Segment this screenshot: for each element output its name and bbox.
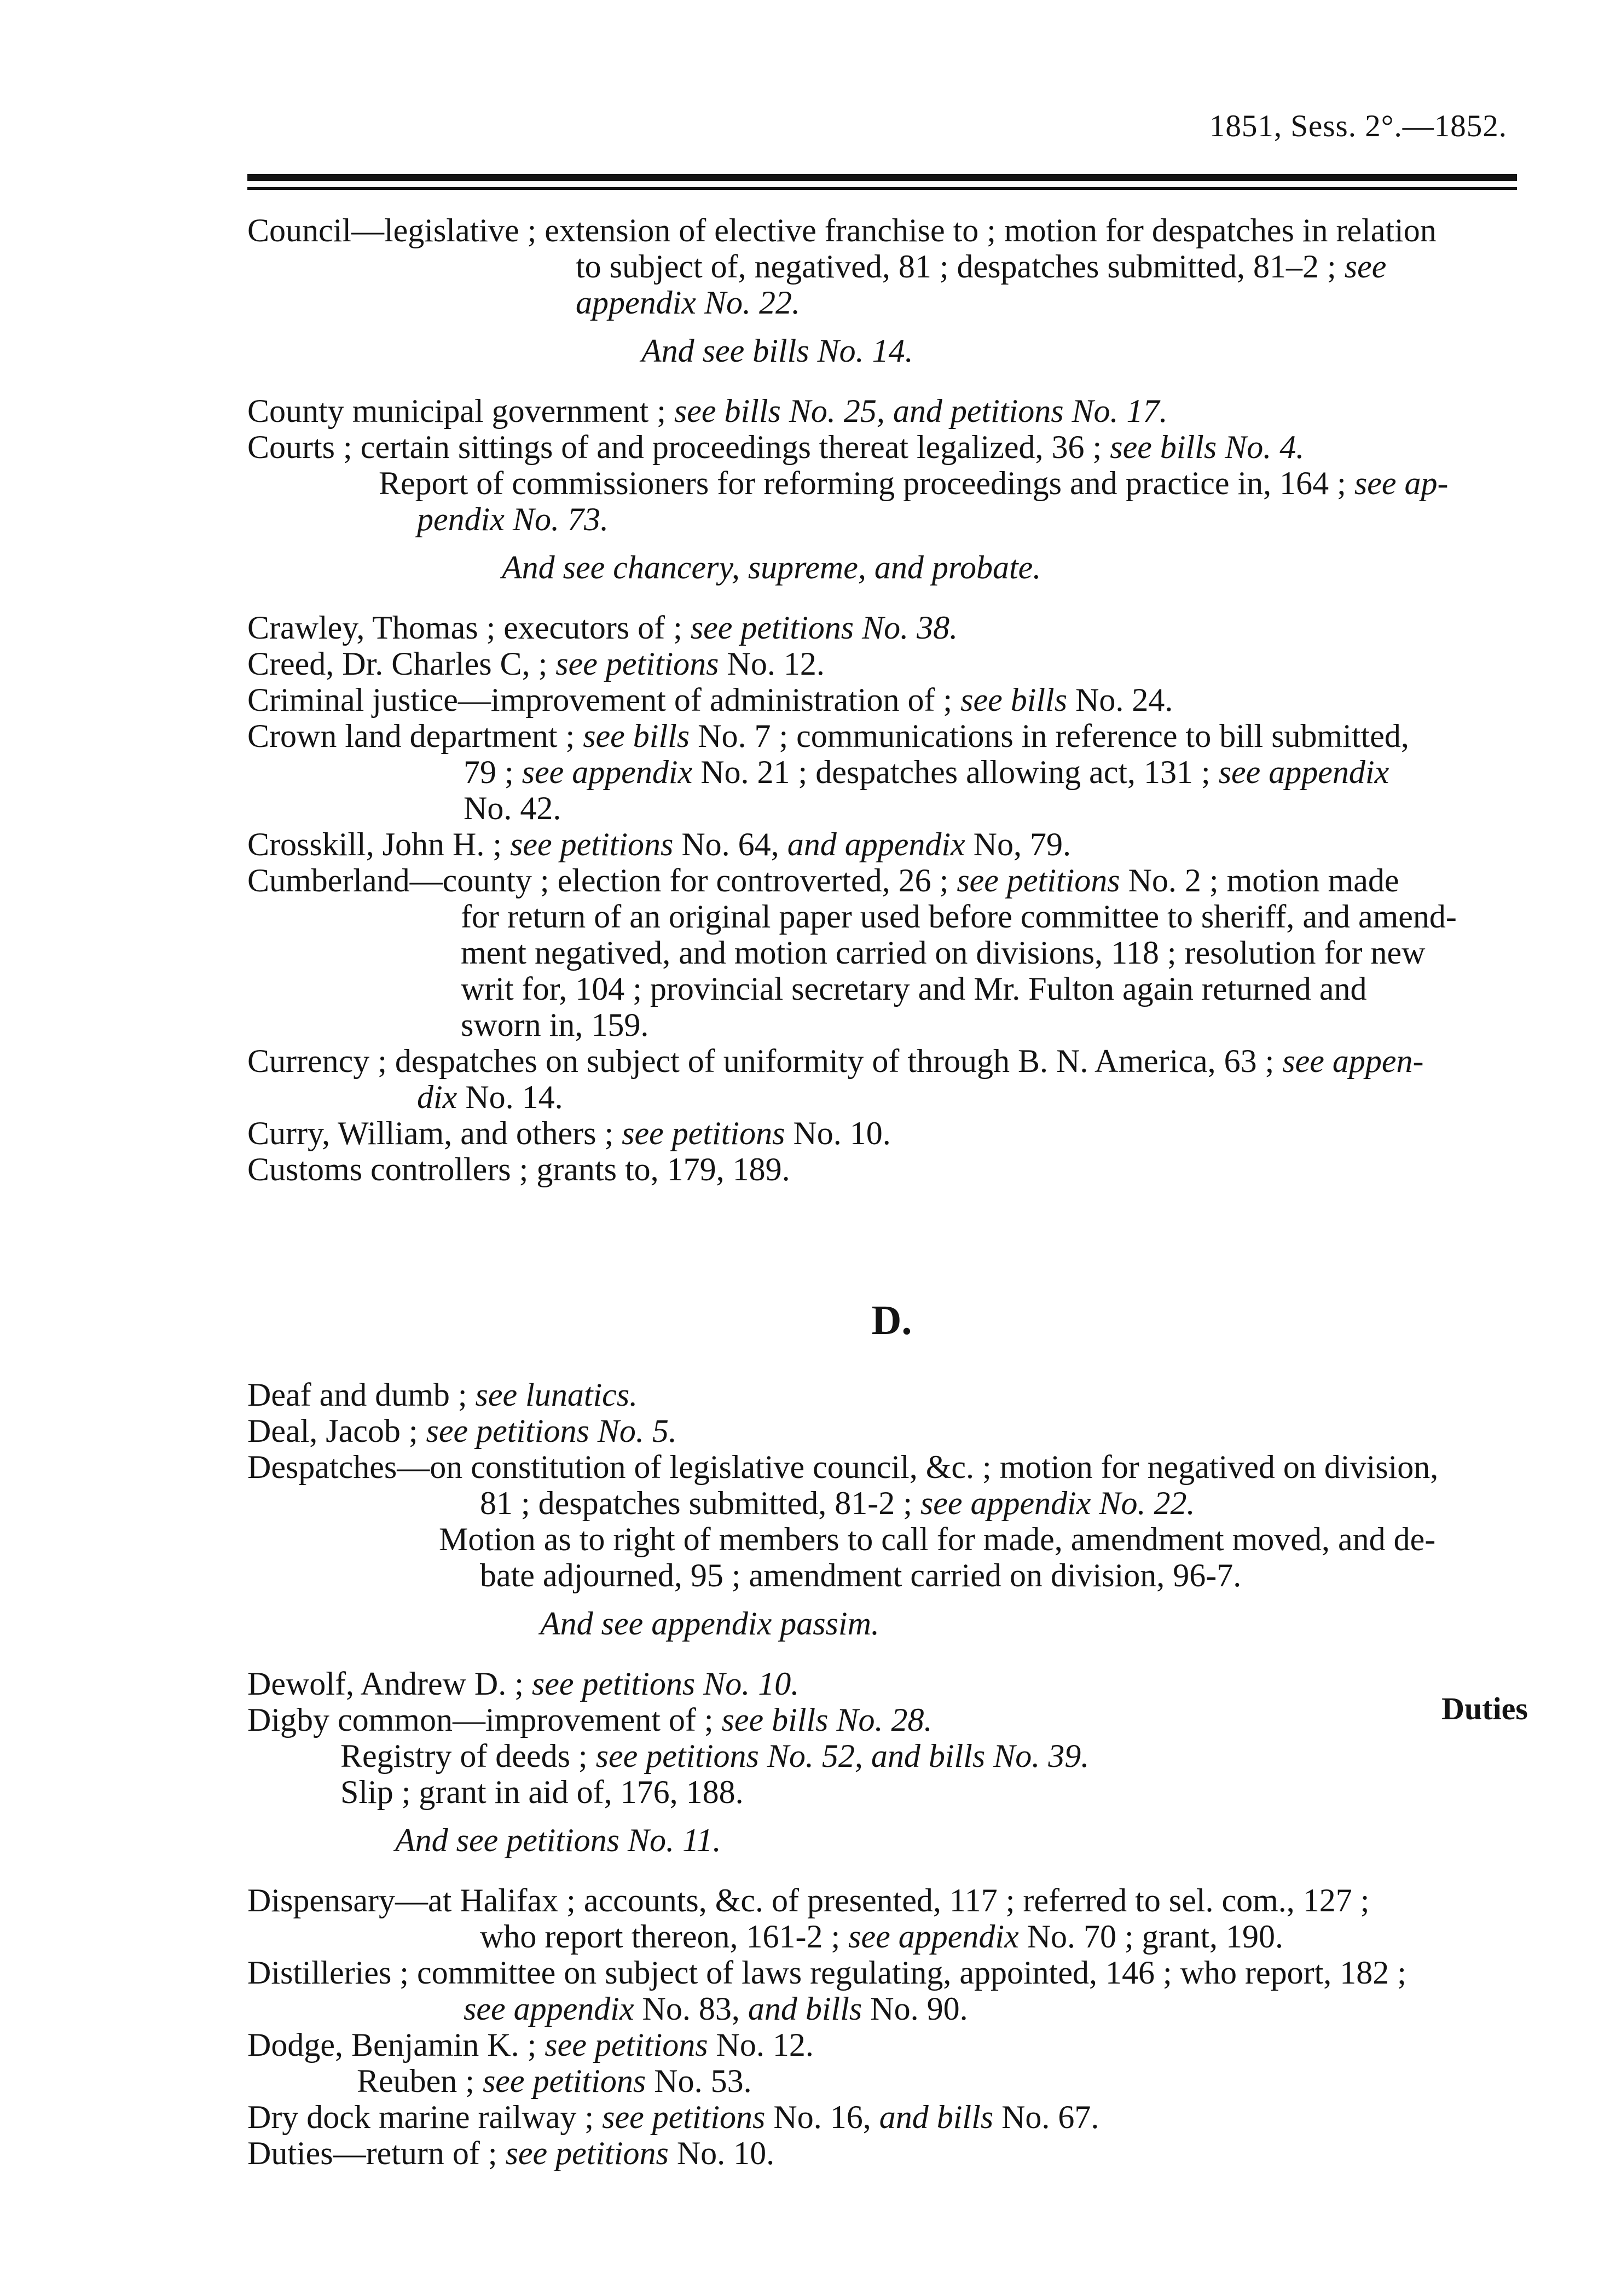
see-also-reference: And see petitions No. 11. bbox=[395, 1822, 721, 1858]
sub-entry-text: Motion as to right of members to call for made, amendment moved, and de- bbox=[439, 1521, 1436, 1557]
sub-entry-heading: Slip ; bbox=[340, 1774, 411, 1810]
see-reference: see petitions bbox=[545, 2027, 708, 2063]
see-reference: see bills No. 4. bbox=[1110, 429, 1305, 465]
index-entry-crawley bbox=[247, 610, 1536, 646]
catchword: Duties bbox=[1441, 1691, 1528, 1726]
index-entry-dodge bbox=[247, 2027, 1536, 2099]
see-reference: pendix No. 73. bbox=[417, 501, 609, 537]
entry-text: No. 2 ; motion made bbox=[1128, 862, 1399, 898]
see-reference: see bills No. 28. bbox=[721, 1702, 933, 1738]
entry-heading: Dry dock marine railway ; bbox=[247, 2099, 594, 2135]
see-reference: see bills No. 25, and petitions No. 17. bbox=[674, 393, 1168, 429]
entry-heading: Dewolf, Andrew D. ; bbox=[247, 1666, 524, 1702]
entry-text: No. 90. bbox=[870, 1991, 968, 2027]
see-reference: see petitions bbox=[957, 862, 1120, 898]
entry-text: committee on subject of laws regulating, appointed, 146 ; who report, 182 ; bbox=[416, 1955, 1406, 1991]
sub-entry-text: Report of commissioners for reforming proceedings and practice in, 164 ; bbox=[379, 465, 1346, 501]
see-reference: see lunatics. bbox=[475, 1377, 638, 1413]
spacer bbox=[247, 1593, 1536, 1605]
index-entry-dry-dock bbox=[247, 2099, 1536, 2135]
entry-text: accounts, &c. of presented, 117 ; referred to sel. com., 127 ; bbox=[583, 1882, 1370, 1918]
spacer bbox=[247, 321, 1536, 333]
index-entry-courts bbox=[247, 429, 1536, 537]
see-reference: and bills bbox=[748, 1991, 862, 2027]
index-entry-customs bbox=[247, 1151, 1536, 1187]
see-reference: see ap- bbox=[1354, 465, 1449, 501]
sub-entry-text: grant in aid of, 176, 188. bbox=[419, 1774, 744, 1810]
index-body bbox=[247, 212, 1536, 2171]
index-entry-digby bbox=[247, 1702, 1536, 1810]
see-reference: see appen- bbox=[1282, 1043, 1424, 1079]
see-reference: see appendix No. 22. bbox=[920, 1485, 1195, 1521]
entry-heading: Courts ; bbox=[247, 429, 352, 465]
entry-text: No. 12. bbox=[716, 2027, 814, 2063]
sub-entry-heading: Registry of deeds ; bbox=[340, 1738, 588, 1774]
entry-heading: Customs controllers ; bbox=[247, 1151, 529, 1187]
entry-heading: Distilleries ; bbox=[247, 1955, 409, 1991]
entry-heading: County municipal government ; bbox=[247, 393, 666, 429]
see-reference: see appendix bbox=[522, 754, 693, 790]
index-entry-curry bbox=[247, 1115, 1536, 1151]
see-reference: and appendix bbox=[787, 826, 965, 862]
entry-text: 79 ; bbox=[464, 754, 514, 790]
entry-heading: Criminal justice—improvement of administration of ; bbox=[247, 682, 953, 718]
index-entry-deaf-and-dumb bbox=[247, 1377, 1536, 1413]
entry-heading: Creed, Dr. Charles C, ; bbox=[247, 646, 548, 682]
entry-text: No. 67. bbox=[1001, 2099, 1099, 2135]
see-also-reference: And see chancery, supreme, and probate. bbox=[502, 549, 1041, 585]
index-entry-crown-land bbox=[247, 718, 1536, 826]
entry-text: No. 42. bbox=[464, 790, 561, 826]
entry-text: election for controverted, 26 ; bbox=[557, 862, 949, 898]
see-reference: see petitions bbox=[622, 1115, 785, 1151]
spacer bbox=[247, 537, 1536, 549]
entry-heading: Council—legislative ; bbox=[247, 212, 537, 248]
entry-text: No. 83, bbox=[642, 1991, 740, 2027]
entry-heading: Deaf and dumb ; bbox=[247, 1377, 467, 1413]
see-reference: see appendix bbox=[848, 1918, 1019, 1955]
see-reference: see petitions bbox=[505, 2135, 669, 2171]
section-letter-heading: D. bbox=[871, 1297, 912, 1343]
index-entry-deal bbox=[247, 1413, 1536, 1449]
entry-text: writ for, 104 ; provincial secretary and Mr. Fulton again returned and bbox=[461, 971, 1367, 1007]
entry-heading: Crawley, Thomas ; bbox=[247, 610, 496, 646]
see-reference: see petitions No. 38. bbox=[690, 610, 958, 646]
entry-text: No. 24. bbox=[1075, 682, 1173, 718]
index-entry-cumberland bbox=[247, 862, 1536, 1043]
sub-entry-text: bate adjourned, 95 ; amendment carried on division, 96-7. bbox=[480, 1557, 1242, 1593]
index-entry-criminal-justice bbox=[247, 682, 1536, 718]
entry-text: to subject of, negatived, 81 ; despatches submitted, 81–2 ; bbox=[576, 248, 1336, 285]
header-rule-thick bbox=[247, 174, 1517, 181]
index-entry-creed bbox=[247, 646, 1536, 682]
see-reference: see petitions No. 52, and bills No. 39. bbox=[595, 1738, 1090, 1774]
header-rule-thin bbox=[247, 187, 1517, 190]
see-reference: see bbox=[1344, 248, 1387, 285]
entry-text: No. 12. bbox=[727, 646, 825, 682]
entry-text: No. 7 ; communications in reference to bill submitted, bbox=[698, 718, 1409, 754]
see-also-reference: And see appendix passim. bbox=[540, 1605, 879, 1642]
entry-heading: Crown land department ; bbox=[247, 718, 575, 754]
index-entry-duties bbox=[247, 2135, 1536, 2171]
see-reference: see appendix bbox=[464, 1991, 634, 2027]
entry-heading: Curry, William, and others ; bbox=[247, 1115, 614, 1151]
entry-heading: Dispensary—at Halifax ; bbox=[247, 1882, 576, 1918]
entry-text: grants to, 179, 189. bbox=[536, 1151, 790, 1187]
see-reference: and bills bbox=[879, 2099, 994, 2135]
index-entry-despatches bbox=[247, 1449, 1536, 1593]
entry-text: despatches on subject of uniformity of through B. N. America, 63 ; bbox=[395, 1043, 1275, 1079]
entry-heading: Cumberland—county ; bbox=[247, 862, 549, 898]
index-entry-distilleries bbox=[247, 1955, 1536, 2027]
entry-text: No. 10. bbox=[676, 2135, 775, 2171]
entry-text: executors of ; bbox=[503, 610, 682, 646]
entry-text: extension of elective franchise to ; motion for despatches in relation bbox=[545, 212, 1437, 248]
entry-text: No. 10. bbox=[793, 1115, 891, 1151]
entry-text: ment negatived, and motion carried on divisions, 118 ; resolution for new bbox=[461, 935, 1426, 971]
index-entry-crosskill bbox=[247, 826, 1536, 862]
sub-entry-text: No. 53. bbox=[654, 2063, 752, 2099]
entry-text: certain sittings of and proceedings thereat legalized, 36 ; bbox=[360, 429, 1102, 465]
spacer bbox=[247, 1810, 1536, 1822]
see-also-reference: And see bills No. 14. bbox=[641, 333, 913, 369]
sub-entry-heading: Reuben ; bbox=[357, 2063, 474, 2099]
entry-heading: Digby common—improvement of ; bbox=[247, 1702, 714, 1738]
see-reference: see petitions bbox=[602, 2099, 766, 2135]
see-reference: see petitions No. 10. bbox=[531, 1666, 800, 1702]
entry-heading: Crosskill, John H. ; bbox=[247, 826, 502, 862]
index-entry-currency bbox=[247, 1043, 1536, 1115]
spacer bbox=[247, 1187, 1536, 1302]
index-entry-county-municipal bbox=[247, 393, 1536, 429]
spacer bbox=[247, 369, 1536, 393]
entry-heading: Dodge, Benjamin K. ; bbox=[247, 2027, 537, 2063]
see-reference: see petitions bbox=[510, 826, 674, 862]
index-entry-council bbox=[247, 212, 1536, 321]
see-reference: see petitions bbox=[482, 2063, 646, 2099]
entry-text: for return of an original paper used before committee to sheriff, and amend- bbox=[461, 898, 1457, 935]
entry-heading: Deal, Jacob ; bbox=[247, 1413, 418, 1449]
spacer bbox=[247, 1338, 1536, 1377]
spacer bbox=[247, 1858, 1536, 1882]
index-entry-dewolf bbox=[247, 1666, 1536, 1702]
entry-heading: Duties—return of ; bbox=[247, 2135, 497, 2171]
see-reference: see bills bbox=[583, 718, 690, 754]
see-reference: dix bbox=[417, 1079, 457, 1115]
index-entry-dispensary bbox=[247, 1882, 1536, 1955]
spacer bbox=[247, 585, 1536, 610]
entry-heading: Despatches—on constitution of legislative council, &c. ; motion for negatived on division, bbox=[247, 1449, 1439, 1485]
entry-text: sworn in, 159. bbox=[461, 1007, 649, 1043]
entry-text: No. 21 ; despatches allowing act, 131 ; bbox=[700, 754, 1211, 790]
entry-text: No. 70 ; grant, 190. bbox=[1027, 1918, 1283, 1955]
see-reference: appendix No. 22. bbox=[576, 285, 800, 321]
running-head: 1851, Sess. 2°.—1852. bbox=[1209, 109, 1507, 143]
entry-text: who report thereon, 161-2 ; bbox=[480, 1918, 841, 1955]
see-reference: see bills bbox=[960, 682, 1068, 718]
spacer bbox=[247, 1642, 1536, 1666]
entry-text: 81 ; despatches submitted, 81-2 ; bbox=[480, 1485, 912, 1521]
entry-text: No. 16, bbox=[773, 2099, 871, 2135]
see-reference: see petitions No. 5. bbox=[426, 1413, 677, 1449]
entry-text: No. 64, bbox=[681, 826, 779, 862]
see-reference: see petitions bbox=[555, 646, 719, 682]
see-reference: see appendix bbox=[1218, 754, 1389, 790]
entry-heading: Currency ; bbox=[247, 1043, 387, 1079]
entry-text: No. 14. bbox=[465, 1079, 563, 1115]
entry-text: No, 79. bbox=[973, 826, 1071, 862]
